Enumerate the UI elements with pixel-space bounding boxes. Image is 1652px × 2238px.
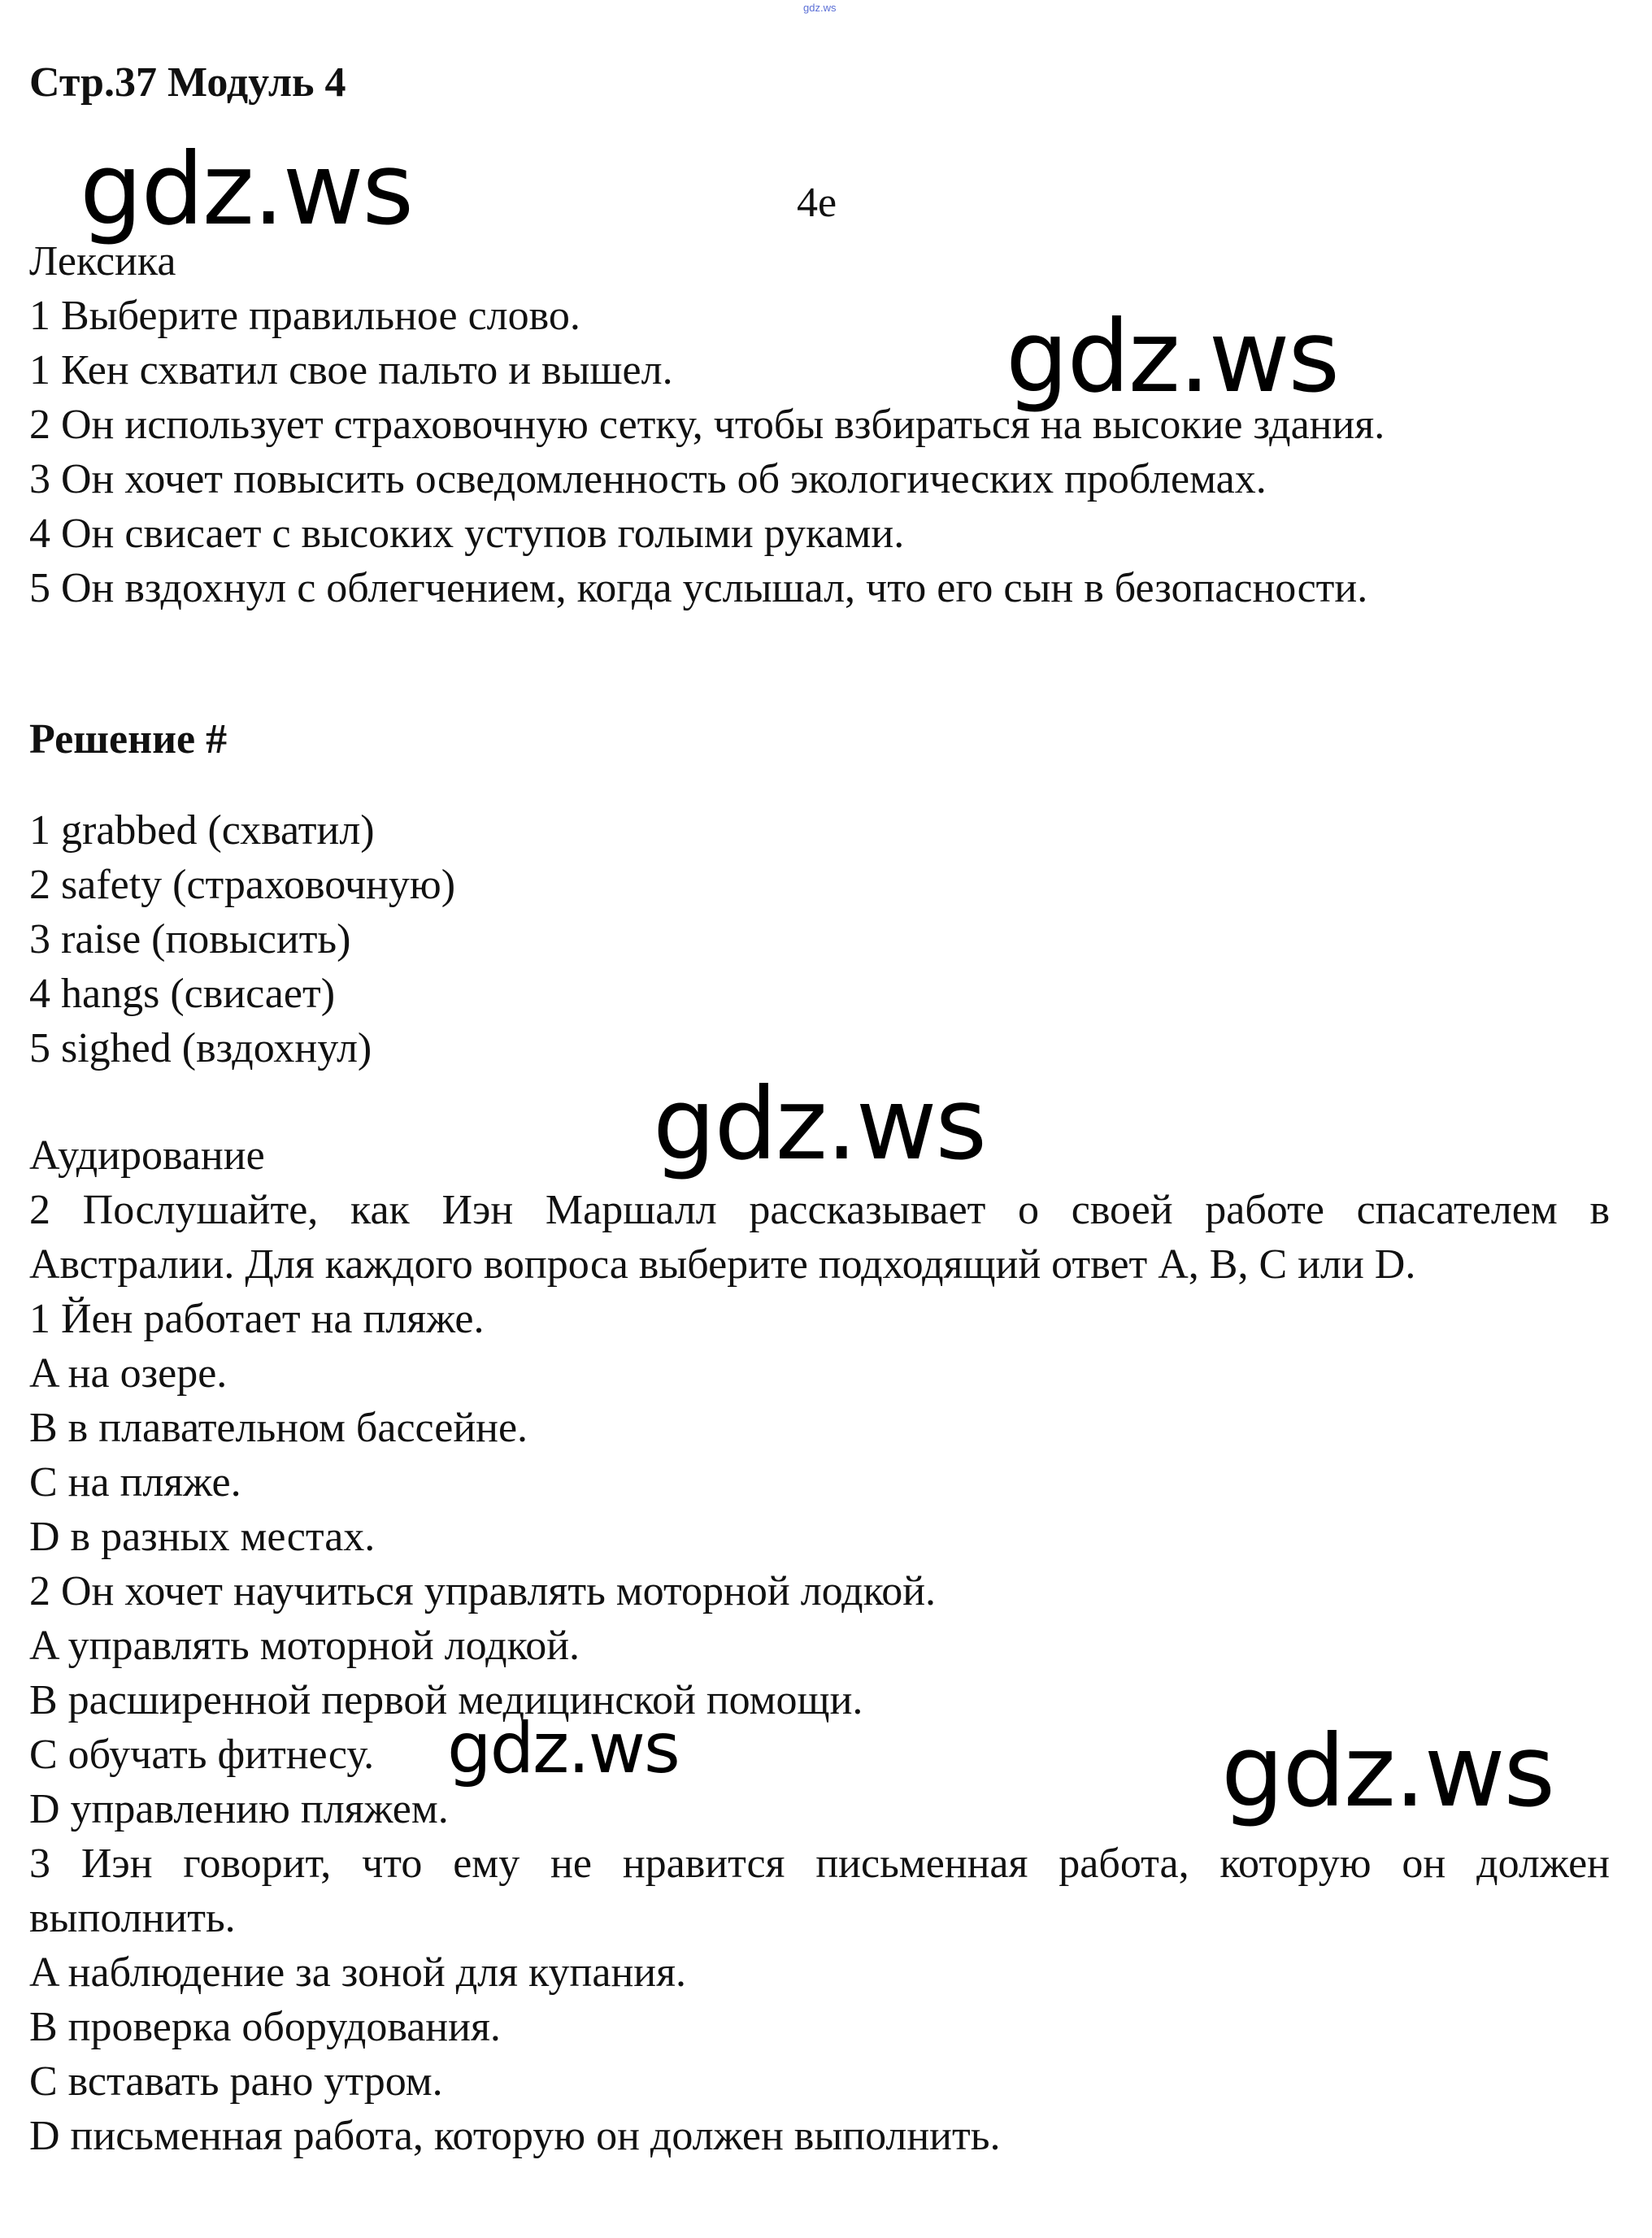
answer-option: C вставать рано утром. (29, 2058, 443, 2105)
solution-heading: Решение # (29, 716, 228, 763)
listening-task-line: 2 Послушайте, как Иэн Маршалл рассказывает о своей работе спасателем в (29, 1187, 1610, 1233)
answer-item: 4 hangs (свисает) (29, 971, 336, 1017)
lexicon-item: 5 Он вздохнул с облегчением, когда услышал, что его сын в безопасности. (29, 565, 1368, 611)
question: 1 Йен работает на пляже. (29, 1296, 485, 1342)
answer-item: 5 sighed (вздохнул) (29, 1025, 372, 1071)
answer-option: A наблюдение за зоной для купания. (29, 1949, 687, 1996)
listening-task-line: Австралии. Для каждого вопроса выберите подходящий ответ A, B, C или D. (29, 1241, 1416, 1288)
lexicon-item: 1 Кен схватил свое пальто и вышел. (29, 347, 673, 393)
lexicon-task: 1 Выберите правильное слово. (29, 293, 580, 339)
answer-option: B проверка оборудования. (29, 2004, 501, 2050)
page-title: Стр.37 Модуль 4 (29, 59, 346, 106)
top-site-mark: gdz.ws (803, 2, 837, 14)
section-code: 4e (797, 180, 837, 226)
answer-option: C обучать фитнесу. (29, 1732, 375, 1778)
solution-answers (29, 803, 1623, 1076)
lexicon-item: 4 Он свисает с высоких уступов голыми руками. (29, 511, 905, 557)
answer-option: D письменная работа, которую он должен выполнить. (29, 2113, 1001, 2159)
answer-item: 3 raise (повысить) (29, 916, 351, 963)
question-continuation: выполнить. (29, 1895, 236, 1941)
watermark: gdz.ws (447, 1708, 679, 1789)
watermark: gdz.ws (80, 132, 413, 247)
answer-option: B в плавательном бассейне. (29, 1405, 528, 1451)
answer-option: C на пляже. (29, 1459, 241, 1506)
lexicon-heading: Лексика (29, 238, 176, 285)
lexicon-item: 3 Он хочет повысить осведомленность об экологических проблемах. (29, 456, 1267, 502)
answer-option: A управлять моторной лодкой. (29, 1623, 580, 1669)
watermark: gdz.ws (653, 1067, 986, 1182)
answer-option: B расширенной первой медицинской помощи. (29, 1677, 863, 1723)
answer-option: D управлению пляжем. (29, 1786, 449, 1832)
question: 3 Иэн говорит, что ему не нравится письменная работа, которую он должен (29, 1840, 1610, 1887)
listening-heading: Аудирование (29, 1132, 265, 1179)
answer-item: 1 grabbed (схватил) (29, 807, 375, 854)
lexicon-section (29, 234, 1623, 615)
answer-item: 2 safety (страховочную) (29, 862, 456, 908)
lexicon-item: 2 Он использует страховочную сетку, чтобы взбираться на высокие здания. (29, 402, 1385, 448)
answer-option: A на озере. (29, 1350, 228, 1397)
answer-option: D в разных местах. (29, 1514, 376, 1560)
listening-section (29, 1128, 1623, 2163)
watermark: gdz.ws (1221, 1714, 1554, 1829)
watermark: gdz.ws (1006, 299, 1339, 415)
question: 2 Он хочет научиться управлять моторной лодкой. (29, 1568, 937, 1614)
